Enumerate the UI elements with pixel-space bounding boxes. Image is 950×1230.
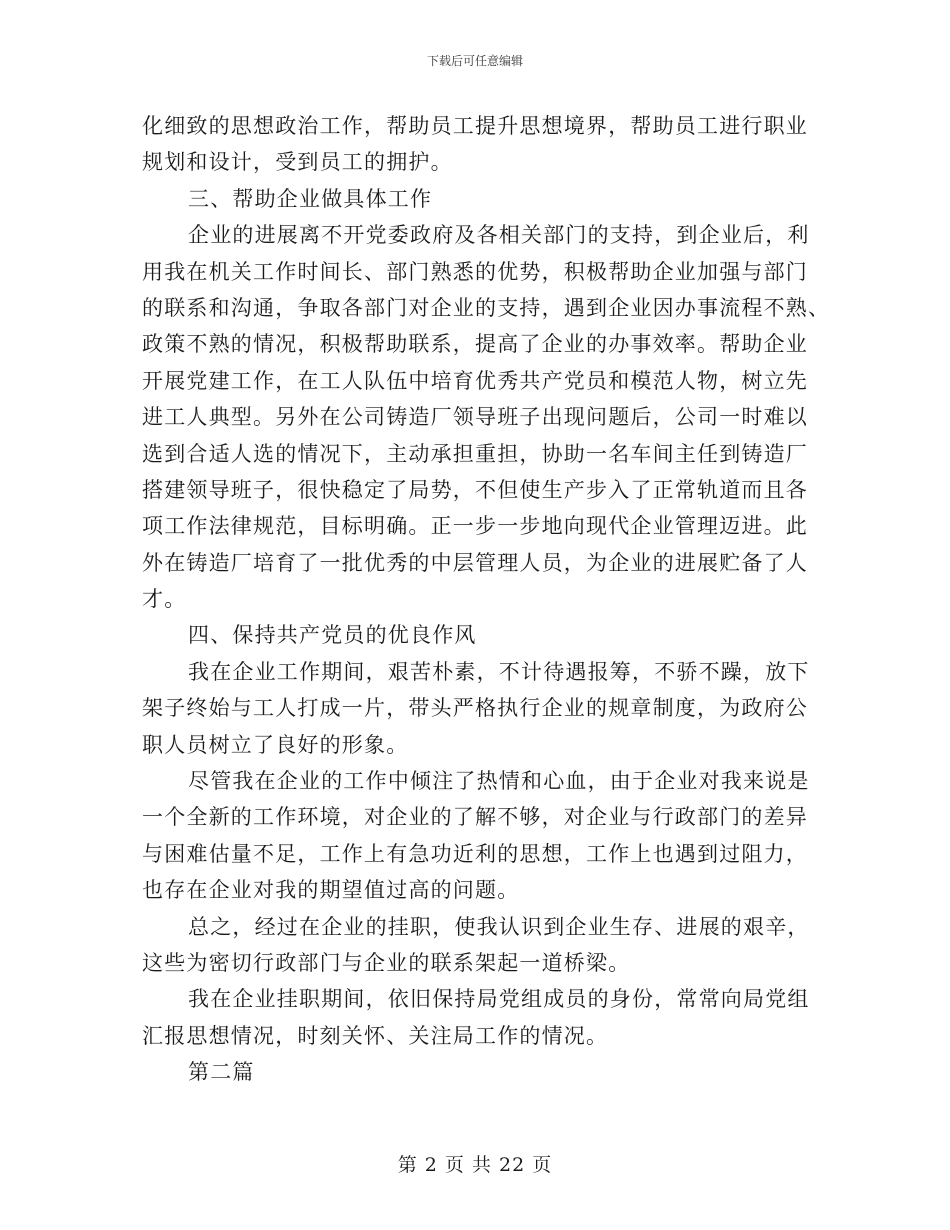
text-line: 一个全新的工作环境，对企业的了解不够，对企业与行政部门的差异 <box>142 805 808 830</box>
text-line: 规划和设计，受到员工的拥护。 <box>142 150 453 175</box>
text-line: 我在企业工作期间，艰苦朴素，不计待遇报筹，不骄不躁，放下 <box>188 659 810 684</box>
text-line: 进工人典型。另外在公司铸造厂领导班子出现问题后，公司一时难以 <box>142 405 808 430</box>
text-line: 也存在企业对我的期望值过高的问题。 <box>142 878 520 903</box>
text-line: 搭建领导班子，很快稳定了局势，不但使生产步入了正常轨道而且各 <box>142 477 808 502</box>
text-line: 的联系和沟通，争取各部门对企业的支持，遇到企业因办事流程不熟、 <box>142 295 831 320</box>
text-line: 这些为密切行政部门与企业的联系架起一道桥梁。 <box>142 950 631 975</box>
text-line: 总之，经过在企业的挂职，使我认识到企业生存、进展的艰辛， <box>188 914 810 939</box>
document-body <box>142 108 831 1091</box>
text-line: 化细致的思想政治工作，帮助员工提升思想境界，帮助员工进行职业 <box>142 114 808 138</box>
text-line: 开展党建工作，在工人队伍中培育优秀共产党员和模范人物，树立先 <box>142 368 808 393</box>
text-line: 才。 <box>142 587 187 612</box>
text-line: 三、帮助企业做具体工作 <box>188 186 433 211</box>
text-line: 汇报思想情况，时刻关怀、关注局工作的情况。 <box>142 1023 609 1048</box>
text-line: 架子终始与工人打成一片，带头严格执行企业的规章制度，为政府公 <box>142 696 808 721</box>
page-header-note: 下载后可任意编辑 <box>426 54 523 68</box>
text-line: 企业的进展离不开党委政府及各相关部门的支持，到企业后，利 <box>188 223 810 248</box>
text-line: 项工作法律规范，目标明确。正一步一步地向现代企业管理迈进。此 <box>142 514 808 539</box>
text-line: 尽管我在企业的工作中倾注了热情和心血，由于企业对我来说是 <box>188 769 810 794</box>
text-line: 外在铸造厂培育了一批优秀的中层管理人员，为企业的进展贮备了人 <box>142 550 808 575</box>
text-line: 我在企业挂职期间，依旧保持局党组成员的身份，常常向局党组 <box>188 987 810 1012</box>
text-line: 政策不熟的情况，积极帮助联系，提高了企业的办事效率。帮助企业 <box>142 332 808 357</box>
text-line: 职人员树立了良好的形象。 <box>142 732 409 757</box>
text-line: 第二篇 <box>188 1060 255 1085</box>
text-line: 用我在机关工作时间长、部门熟悉的优势，积极帮助企业加强与部门 <box>142 259 808 284</box>
text-line: 与困难估量不足，工作上有急功近利的思想，工作上也遇到过阻力， <box>142 841 808 866</box>
page-number-footer: 第 2 页 共 22 页 <box>397 1154 553 1176</box>
text-line: 选到合适人选的情况下，主动承担重担，协助一名车间主任到铸造厂 <box>142 441 808 466</box>
text-line: 四、保持共产党员的优良作风 <box>188 623 477 648</box>
